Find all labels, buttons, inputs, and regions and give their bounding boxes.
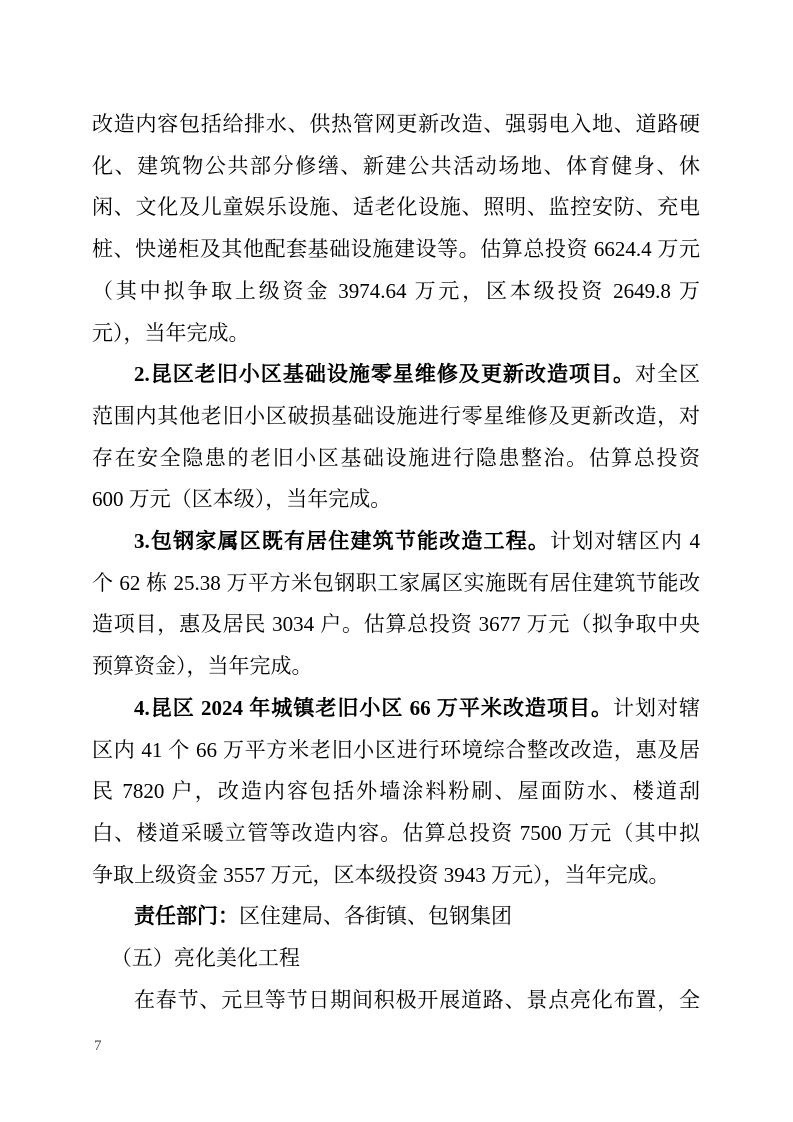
body-text: 预算资金），当年完成。 — [92, 654, 313, 679]
body-text: 改造内容包括给排水、供热管网更新改造、强弱电入地、道路硬 — [92, 112, 700, 136]
body-text: 元），当年完成。 — [92, 320, 250, 345]
body-text: 白、楼道采暖立管等改造内容。估算总投资 7500 万元（其中拟 — [92, 820, 700, 845]
body-text: 区内 41 个 66 万平方米老旧小区进行环境综合整改改造，惠及居 — [92, 737, 700, 762]
text-line — [92, 438, 700, 480]
text-line — [92, 146, 700, 188]
body-text: 争取上级资金 3557 万元，区本级投资 3943 万元），当年完成。 — [92, 862, 670, 887]
paragraph — [92, 896, 700, 938]
body-text: 区住建局、各街镇、包钢集团 — [239, 904, 512, 929]
text-line — [92, 896, 700, 938]
bold-text: 4.昆区 2024 年城镇老旧小区 66 万平米改造项目。 — [134, 695, 613, 720]
body-text: 在春节、元旦等节日期间积极开展道路、景点亮化布置，全 — [134, 987, 700, 1012]
body-text: 个 62 栋 25.38 万平方米包钢职工家属区实施既有居住建筑节能改 — [92, 570, 700, 595]
body-text: 造项目，惠及居民 3034 户。估算总投资 3677 万元（拟争取中央 — [92, 612, 700, 637]
text-line — [92, 104, 700, 146]
paragraph — [92, 980, 700, 1022]
body-text: 化、建筑物公共部分修缮、新建公共活动场地、体育健身、休 — [92, 153, 700, 178]
body-text: 600 万元（区本级），当年完成。 — [92, 487, 392, 512]
body-text: 对全区 — [634, 362, 701, 387]
paragraph — [92, 354, 700, 521]
text-line — [92, 396, 700, 438]
body-text: 存在安全隐患的老旧小区基础设施进行隐患整治。估算总投资 — [92, 445, 700, 470]
text-line — [92, 938, 700, 980]
text-line — [92, 730, 700, 772]
text-line — [92, 271, 700, 313]
body-text: （五）亮化美化工程 — [110, 946, 300, 971]
bold-text: 2.昆区老旧小区基础设施零星维修及更新改造项目。 — [134, 362, 635, 387]
bold-text: 3.包钢家属区既有居住建筑节能改造工程。 — [134, 529, 551, 554]
document-body — [92, 104, 700, 1021]
text-line — [92, 855, 700, 897]
text-line — [92, 771, 700, 813]
body-text: 桩、快递柜及其他配套基础设施建设等。估算总投资 6624.4 万元 — [92, 237, 700, 262]
body-text: （其中拟争取上级资金 3974.64 万元，区本级投资 2649.8 万 — [92, 278, 700, 303]
body-text: 闲、文化及儿童娱乐设施、适老化设施、照明、监控安防、充电 — [92, 195, 700, 220]
text-line — [92, 980, 700, 1022]
text-line — [92, 563, 700, 605]
body-text: 计划对辖区内 4 — [550, 529, 701, 554]
body-text: 范围内其他老旧小区破损基础设施进行零星维修及更新改造，对 — [92, 403, 700, 428]
text-line — [92, 187, 700, 229]
text-line — [92, 646, 700, 688]
text-line — [92, 688, 700, 730]
bold-text: 责任部门： — [134, 904, 239, 929]
text-line — [92, 604, 700, 646]
body-text: 民 7820 户，改造内容包括外墙涂料粉刷、屋面防水、楼道刮 — [92, 779, 700, 804]
text-line — [92, 479, 700, 521]
text-line — [92, 229, 700, 271]
paragraph — [92, 104, 700, 354]
paragraph — [92, 688, 700, 897]
paragraph — [92, 521, 700, 688]
text-line — [92, 813, 700, 855]
page-number: 7 — [94, 1038, 102, 1054]
text-line — [92, 354, 700, 396]
text-line — [92, 313, 700, 355]
body-text: 计划对辖 — [612, 695, 700, 720]
paragraph — [92, 938, 700, 980]
text-line — [92, 521, 700, 563]
